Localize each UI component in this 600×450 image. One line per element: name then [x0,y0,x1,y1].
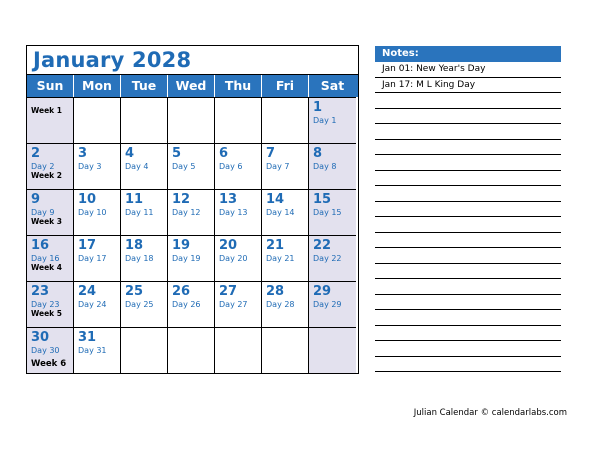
week-label: Week 4 [31,263,62,272]
note-line[interactable] [375,248,561,264]
day-cell[interactable] [215,235,262,281]
julian-day: Day 28 [266,300,295,309]
day-number: 29 [313,284,332,299]
day-number: 6 [219,146,229,161]
note-line[interactable]: Jan 01: New Year's Day [375,62,561,78]
day-number: 28 [266,284,285,299]
julian-day: Day 6 [219,162,243,171]
julian-day: Day 12 [172,208,201,217]
day-cell[interactable] [168,281,215,327]
day-number: 7 [266,146,276,161]
julian-day: Day 31 [78,346,107,355]
day-number: 16 [31,238,50,253]
note-line[interactable] [375,310,561,326]
note-line[interactable] [375,155,561,171]
julian-day: Day 9 [31,208,55,217]
julian-day: Day 10 [78,208,107,217]
day-cell[interactable] [27,97,74,143]
day-number: 17 [78,238,97,253]
day-cell[interactable] [27,281,74,327]
julian-day: Day 20 [219,254,248,263]
day-number: 27 [219,284,238,299]
note-line[interactable] [375,202,561,218]
day-cell[interactable] [309,189,356,235]
note-line[interactable] [375,295,561,311]
day-number: 25 [125,284,144,299]
day-header-mon: Mon [74,75,121,97]
notes-panel [375,46,561,372]
julian-day: Day 3 [78,162,102,171]
month-title: January 2028 [33,48,192,72]
julian-day: Day 13 [219,208,248,217]
day-cell[interactable] [168,189,215,235]
day-cell[interactable] [74,327,121,373]
day-number: 30 [31,330,50,345]
note-line[interactable]: Jan 17: M L King Day [375,78,561,94]
day-cell[interactable] [121,143,168,189]
day-number: 11 [125,192,144,207]
day-number: 10 [78,192,97,207]
note-line[interactable] [375,279,561,295]
day-cell[interactable] [262,235,309,281]
day-number: 26 [172,284,191,299]
julian-day: Day 18 [125,254,154,263]
julian-day: Day 29 [313,300,342,309]
day-header-sun: Sun [27,75,74,97]
note-line[interactable] [375,326,561,342]
julian-day: Day 26 [172,300,201,309]
note-line[interactable] [375,140,561,156]
julian-day: Day 27 [219,300,248,309]
calendar-grid [27,97,358,373]
day-cell[interactable] [74,189,121,235]
week-label: Week 1 [31,106,62,115]
day-header-tue: Tue [121,75,168,97]
day-of-week-header [27,75,358,97]
note-line[interactable] [375,171,561,187]
julian-day: Day 30 [31,346,60,355]
day-number: 18 [125,238,144,253]
julian-day: Day 4 [125,162,149,171]
day-cell[interactable] [121,327,168,373]
note-line[interactable] [375,93,561,109]
day-number: 3 [78,146,88,161]
calendar-title-bar [27,46,358,75]
day-cell[interactable] [27,327,74,373]
day-cell[interactable] [27,143,74,189]
day-header-sat: Sat [320,78,345,93]
julian-day: Day 22 [313,254,342,263]
note-line[interactable] [375,124,561,140]
day-cell[interactable] [27,189,74,235]
day-cell[interactable] [74,235,121,281]
day-cell[interactable] [262,143,309,189]
day-cell[interactable] [74,143,121,189]
day-cell[interactable] [309,327,356,373]
day-cell[interactable] [121,97,168,143]
day-cell[interactable] [215,281,262,327]
day-cell[interactable] [309,143,356,189]
note-line[interactable] [375,341,561,357]
day-number: 12 [172,192,191,207]
day-cell[interactable] [74,97,121,143]
day-cell[interactable] [74,281,121,327]
day-number: 4 [125,146,135,161]
julian-day: Day 17 [78,254,107,263]
day-number: 19 [172,238,191,253]
day-cell[interactable] [262,97,309,143]
day-number: 23 [31,284,50,299]
calendar [26,45,359,374]
week-label: Week 6 [31,359,67,369]
day-number: 1 [313,100,323,115]
julian-day: Day 21 [266,254,295,263]
julian-day: Day 2 [31,162,55,171]
day-header-fri: Fri [262,75,309,97]
day-number: 14 [266,192,285,207]
day-cell[interactable] [215,189,262,235]
julian-day: Day 1 [313,116,337,125]
day-cell[interactable] [262,189,309,235]
day-cell[interactable] [215,97,262,143]
julian-day: Day 5 [172,162,196,171]
julian-day: Day 7 [266,162,290,171]
day-cell[interactable] [168,97,215,143]
day-number: 2 [31,146,41,161]
day-cell[interactable] [309,281,356,327]
julian-day: Day 25 [125,300,154,309]
note-line[interactable] [375,217,561,233]
day-cell[interactable] [215,327,262,373]
day-number: 31 [78,330,97,345]
footer-credit: Julian Calendar © calendarlabs.com [413,408,567,418]
julian-day: Day 19 [172,254,201,263]
julian-day: Day 16 [31,254,60,263]
julian-day: Day 8 [313,162,337,171]
day-cell[interactable] [168,143,215,189]
day-cell[interactable] [309,235,356,281]
day-cell[interactable] [121,235,168,281]
julian-day: Day 24 [78,300,107,309]
day-header-wed: Wed [168,75,215,97]
note-line[interactable] [375,109,561,125]
day-number: 13 [219,192,238,207]
julian-day: Day 14 [266,208,295,217]
note-line[interactable] [375,233,561,249]
day-number: 5 [172,146,182,161]
notes-lines [375,62,561,372]
week-label: Week 2 [31,171,62,180]
day-cell[interactable] [262,327,309,373]
julian-day: Day 15 [313,208,342,217]
day-cell[interactable] [121,281,168,327]
week-label: Week 3 [31,217,62,226]
day-header-thu: Thu [215,75,262,97]
day-cell[interactable] [121,189,168,235]
day-number: 8 [313,146,323,161]
julian-day: Day 11 [125,208,154,217]
week-label: Week 5 [31,309,62,318]
day-number: 9 [31,192,41,207]
note-line[interactable] [375,186,561,202]
note-line[interactable] [375,264,561,280]
day-number: 21 [266,238,285,253]
day-cell[interactable] [27,235,74,281]
day-number: 20 [219,238,238,253]
day-cell[interactable] [215,143,262,189]
notes-heading: Notes: [375,46,561,62]
day-number: 15 [313,192,332,207]
julian-day: Day 23 [31,300,60,309]
day-cell[interactable] [168,327,215,373]
note-line[interactable] [375,357,561,373]
day-number: 24 [78,284,97,299]
day-cell[interactable] [262,281,309,327]
day-cell[interactable] [168,235,215,281]
day-number: 22 [313,238,332,253]
day-cell[interactable] [309,97,356,143]
